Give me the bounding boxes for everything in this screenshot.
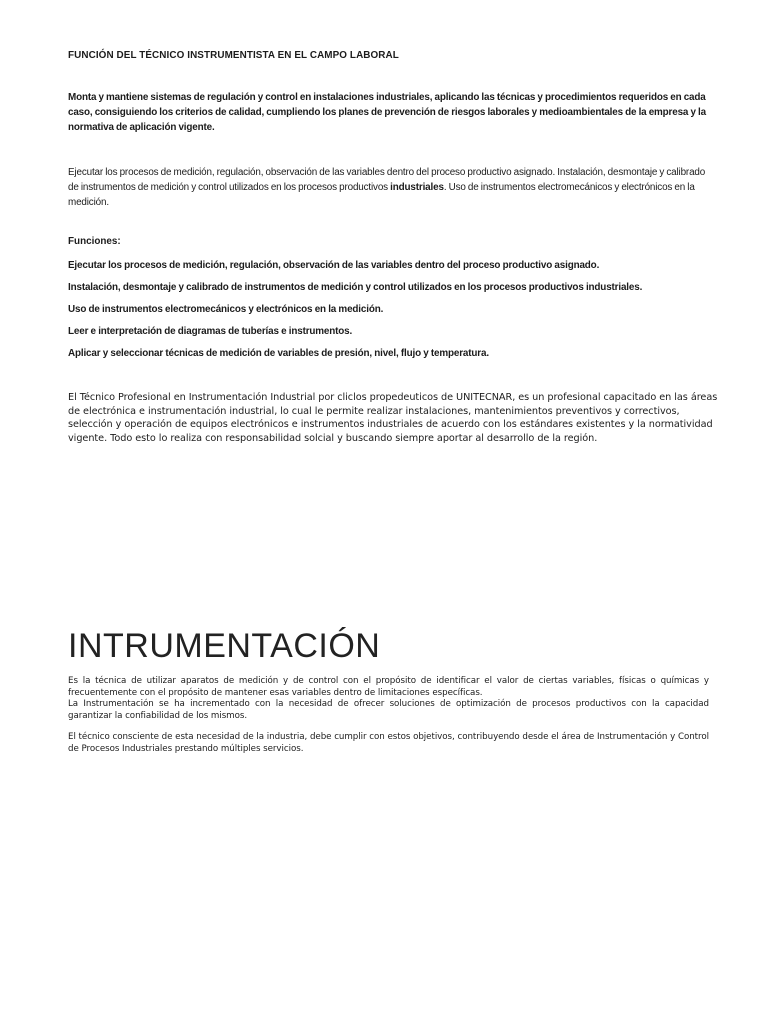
instrumentation-paragraph-1: Es la técnica de utilizar aparatos de medición y de control con el propósito de identificar el valor de ciertas variables, físicas o químicas y frecuentemente con el propósito de mantener esas variables dentro de limitaciones específicas. (68, 676, 709, 698)
instrumentation-section-heading: INTRUMENTACIÓN (68, 627, 381, 665)
instrumentation-paragraph-2: La Instrumentación se ha incrementado con la necesidad de ofrecer soluciones de optimización de procesos productivos con la capacidad garantizar la confiabilidad de los mismos. (68, 699, 709, 721)
instrumentation-paragraph-group (68, 676, 709, 722)
summary-bold-word: industriales (390, 182, 444, 193)
list-item: Aplicar y seleccionar técnicas de medición de variables de presión, nivel, flujo y temperatura. (68, 348, 489, 359)
functions-list (68, 255, 720, 365)
document-title: FUNCIÓN DEL TÉCNICO INSTRUMENTISTA EN EL CAMPO LABORAL (68, 50, 399, 61)
summary-paragraph (68, 165, 716, 210)
list-item: Instalación, desmontaje y calibrado de instrumentos de medición y control utilizados en los procesos productivos industriales. (68, 282, 643, 293)
list-item: Uso de instrumentos electromecánicos y electrónicos en la medición. (68, 304, 384, 315)
summary-text-after-bold: . Uso de instrumentos electromecánicos y electrónicos en la medición. (68, 182, 695, 208)
list-item: Ejecutar los procesos de medición, regulación, observación de las variables dentro del proceso productivo asignado. (68, 260, 600, 271)
instrumentation-paragraph-3: El técnico consciente de esta necesidad de la industria, debe cumplir con estos objetivos, contribuyendo desde el área de Instrumentación y Control de Procesos Industriales prestando múltiples servicios. (68, 732, 709, 754)
functions-heading: Funciones: (68, 236, 121, 247)
summary-text-before-bold: Ejecutar los procesos de medición, regulación, observación de las variables dentro del proceso productivo asignado. Instalación, desmontaje y calibrado de instrumentos de medición y control utilizados en los procesos productivos (68, 167, 706, 193)
intro-paragraph: Monta y mantiene sistemas de regulación y control en instalaciones industriales, aplicando las técnicas y procedimientos requeridos en cada caso, consiguiendo los criterios de calidad, cumpliendo los planes de prevención de riesgos laborales y medioambientales de la empresa y la normativa de aplicación vigente. (68, 92, 706, 133)
profile-paragraph: El Técnico Profesional en Instrumentación Industrial por cliclos propedeuticos de UNITECNAR, es un profesional capacitado en las áreas de electrónica e instrumentación industrial, lo cual le permite realizar instalaciones, mantenimientos preventivos y correctivos, selección y operación de equipos electrónicos e instrumentos industriales de acuerdo con los estándares existentes y la normatividad vigente. Todo esto lo realiza con responsabilidad solcial y buscando siempre aportar al desarrollo de la región. (68, 392, 718, 445)
list-item: Leer e interpretación de diagramas de tuberías e instrumentos. (68, 326, 353, 337)
